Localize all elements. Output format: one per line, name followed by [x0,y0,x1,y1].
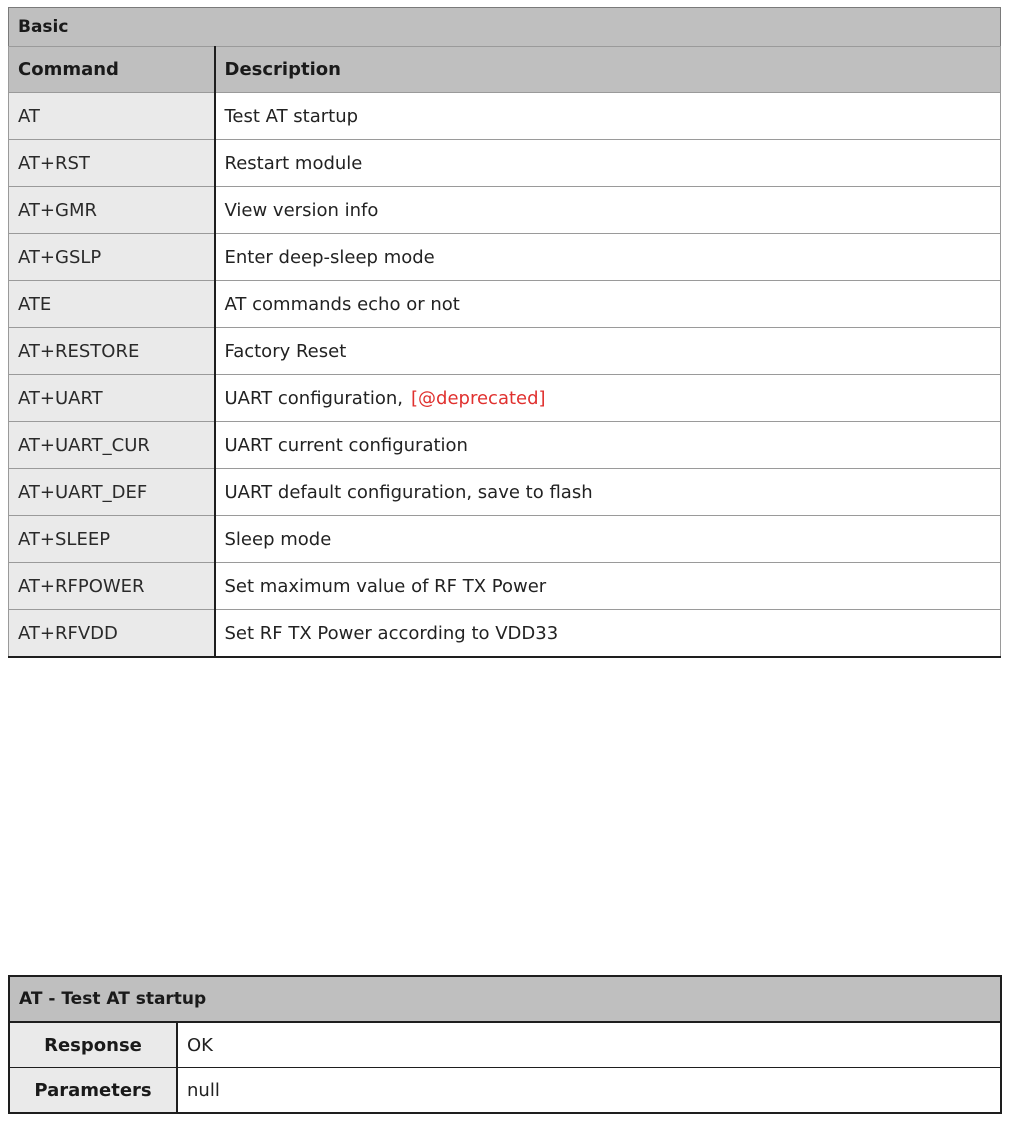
description-cell [215,281,1001,328]
description-text: Sleep mode [224,528,332,550]
table-row [9,93,1001,140]
at-title-row [9,976,1001,1022]
table-row [9,610,1001,658]
description-text: Factory Reset [224,340,347,362]
description-cell [215,469,1001,516]
description-text: Test AT startup [224,105,359,127]
description-text: Restart module [224,152,363,174]
command-cell: AT+GSLP [9,234,215,281]
description-text: UART configuration, [224,387,404,409]
table-row [9,140,1001,187]
command-cell: AT [9,93,215,140]
command-cell: AT+SLEEP [9,516,215,563]
command-cell: AT+UART_DEF [9,469,215,516]
command-cell: AT+UART_CUR [9,422,215,469]
detail-label: Response [9,1022,177,1068]
basic-header-row [9,47,1001,93]
description-text: UART current configuration [224,434,468,456]
command-cell: AT+RESTORE [9,328,215,375]
description-text: View version info [224,199,379,221]
table-row [9,234,1001,281]
table-row [9,563,1001,610]
description-cell [215,422,1001,469]
at-table-body [9,976,1001,1113]
description-text: UART default configuration, save to flash [224,481,593,503]
table-row [9,516,1001,563]
description-cell [215,187,1001,234]
command-cell: AT+RST [9,140,215,187]
description-cell [215,375,1001,422]
description-cell [215,93,1001,140]
at-table-title: AT - Test AT startup [9,976,1001,1022]
description-cell [215,140,1001,187]
detail-label: Parameters [9,1068,177,1114]
table-row [9,469,1001,516]
command-cell: AT+UART [9,375,215,422]
description-cell [215,234,1001,281]
table-row [9,422,1001,469]
at-command-detail-table [8,975,1002,1114]
description-cell [215,610,1001,658]
description-cell [215,328,1001,375]
command-cell: AT+RFPOWER [9,563,215,610]
command-column-header: Command [9,47,215,93]
table-row [9,375,1001,422]
basic-table-body [9,8,1001,658]
basic-title-row [9,8,1001,47]
table-row [9,281,1001,328]
description-text: Enter deep-sleep mode [224,246,435,268]
description-cell [215,516,1001,563]
command-cell: AT+GMR [9,187,215,234]
basic-commands-table [8,7,1001,658]
description-text: Set RF TX Power according to VDD33 [224,622,559,644]
command-cell: AT+RFVDD [9,610,215,658]
detail-value: null [177,1068,1001,1114]
detail-value: OK [177,1022,1001,1068]
detail-row [9,1022,1001,1068]
description-cell [215,563,1001,610]
description-column-header: Description [215,47,1001,93]
deprecated-note: [@deprecated] [411,387,546,409]
command-cell: ATE [9,281,215,328]
table-row [9,328,1001,375]
description-text: AT commands echo or not [224,293,460,315]
description-text: Set maximum value of RF TX Power [224,575,547,597]
detail-row [9,1068,1001,1114]
table-row [9,187,1001,234]
basic-table-title: Basic [9,8,1001,47]
